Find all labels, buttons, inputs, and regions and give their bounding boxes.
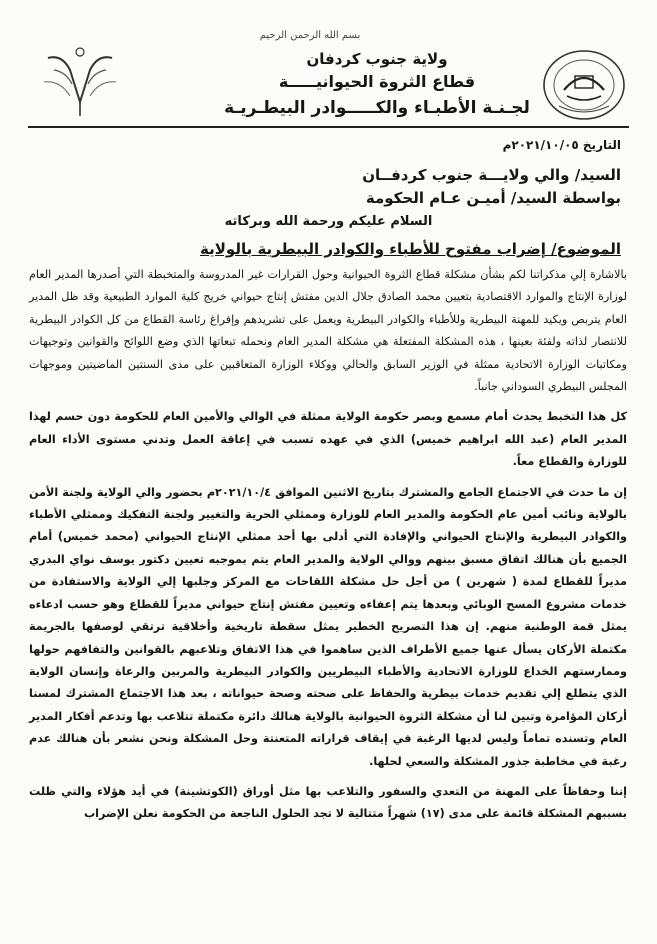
header-state: ولاية جنوب كردفان — [306, 50, 448, 68]
via-line: بواسطة السيد/ أميـن عـام الحكومة — [365, 189, 621, 207]
paragraph-1: بالاشارة إلي مذكراتنا لكم بشأن مشكلة قطاع الثروة الحيوانية وحول القرارات غير المدروسة والمتخبطة التي أصدرها المدير العام لوزارة الإنتاج والموارد الاقتصادية بتعيين محمد الصادق جلال الدين مفتش إنتاج حيواني خريج كلية الموارد الطبيعية وقد ظل المدير العام يتربص ويكيد للمهنة البيطرية وللأطباء والكوادر البيطرية ويعمل على تشريدهم وإفراغ رئاسة القطاع من كل الكوادر البيطرية للانتصار لذاته ولفئة بعينها ، هذه المشكلة المفتعلة هي مشكلة المدير العام ونحمله تبعاتها الذي وضع اللوائح والقوانين وتوجيهات ومكاتبات الوزارة الاتحادية ممثلة في الوزير السابق والحالي ووكلاء الوزارة المتعاقبين على مدى السنتين الماضيتين وموجهات المجلس البيطري السوداني جانباً. — [29, 268, 627, 394]
header-divider — [28, 126, 629, 128]
veterinary-emblem-icon — [40, 40, 120, 122]
letter-date: التاريخ ٢٠٢١/١٠/٠٥م — [502, 138, 621, 152]
paragraph-3: إن ما حدث في الاجتماع الجامع والمشترك بتاريخ الاثنين الموافق ٢٠٢١/١٠/٤م بحضور والي الولاية ولجنة الأمن بالولاية ونائب أمين عام الحكومة والمدير العام للوزارة وممثلي الحرية والتغيير ولجنة التفكيك وممثلي الأطباء والكوادر البيطرية والإنتاج الحيواني والإفادة التي أدلى بها أحد ممثلي الإنتاج الحيواني (محمد خميس) أمام الجميع بأن هنالك اتفاق مسبق بينهم ووالي الولاية والمدير العام يتم بموجبه تعيين دكتور يوسف نواي البدري مديراً للقطاع لمدة ( شهرين ) من أجل حل مشكلة اللقاحات مع المركز وجلبها إلي الولاية والاستفادة من خدمات مشروع المسح الوبائي وبعدها يتم إعفاءه وتعيين مفتش إنتاج حيواني مديراً للقطاع وهو حسب ادعاءه يمثل قمة الوطنية منهم. إن هذا التصريح الخطير يمثل سقطة تاريخية وأخلاقية ترتقي لوصفها بالجريمة مكتملة الأركان يسأل عنها جميع الأطراف الذين ساهموا في هذا الاتفاق وتلاعبهم بالقوانين والتفافهم حولها وممارستهم الخداع للوزارة الاتحادية والأطباء البيطريين والكوادر البيطرية والمربين والرعاة وإنسان الولاية الذي يتطلع إلي تقديم خدمات بيطرية والحفاظ على صحته وصحة حيواناته ، بعد هذا الاجتماع المشترك لمسنا أركان المؤامرة وتبين لنا أن مشكلة الثروة الحيوانية بالولاية هنالك دائرة مكتملة تتلاعب بها وتدعم أفكار المدير العام وتسنده تماماً وليس لديها الرغبة في إيقاف قراراته المتعنتة وحل المشكلة ونحن نشعر بأن هنالك عدم رغبة في مخاطبة جذور المشكلة والسعي لحلها. — [29, 485, 627, 768]
letter-body — [29, 264, 627, 834]
basmala: بسم الله الرحمن الرحيم — [259, 30, 361, 41]
header-committee: لجـنـة الأطبـاء والكـــــوادر البيطـريـة — [224, 98, 530, 118]
header-sector: قطاع الثروة الحيوانيـــــة — [278, 72, 476, 91]
paragraph-2: كل هذا التخبط يحدث أمام مسمع وبصر حكومة الولاية ممثلة في الوالي والأمين العام للحكومة دون حسم لهذا المدير العام (عبد الله ابراهيم خميس) الذي في عهده تسبب في إعاقة العمل وتدني مستوى الأداء العام للوزارة والقطاع معاً. — [29, 410, 627, 469]
subject-line: الموضوع/ إضراب مفتوح للأطباء والكوادر البيطرية بالولاية — [200, 240, 621, 258]
greeting: السلام عليكم ورحمة الله وبركاته — [224, 214, 433, 229]
ministry-seal-icon — [539, 46, 629, 124]
addressee: السيد/ والي ولايـــة جنوب كردفــان — [362, 166, 621, 184]
paragraph-4: إننا وحفاظاً على المهنة من التعدي والسفور والتلاعب بها مثل أوراق (الكوتشينة) في أيد هؤلاء والتي ظلت بسببهم المشكلة قائمة على مدى (١٧) شهراً متتالية لا تجد الحلول الناجعة من الحكومة نعلن الإضراب — [29, 784, 627, 821]
